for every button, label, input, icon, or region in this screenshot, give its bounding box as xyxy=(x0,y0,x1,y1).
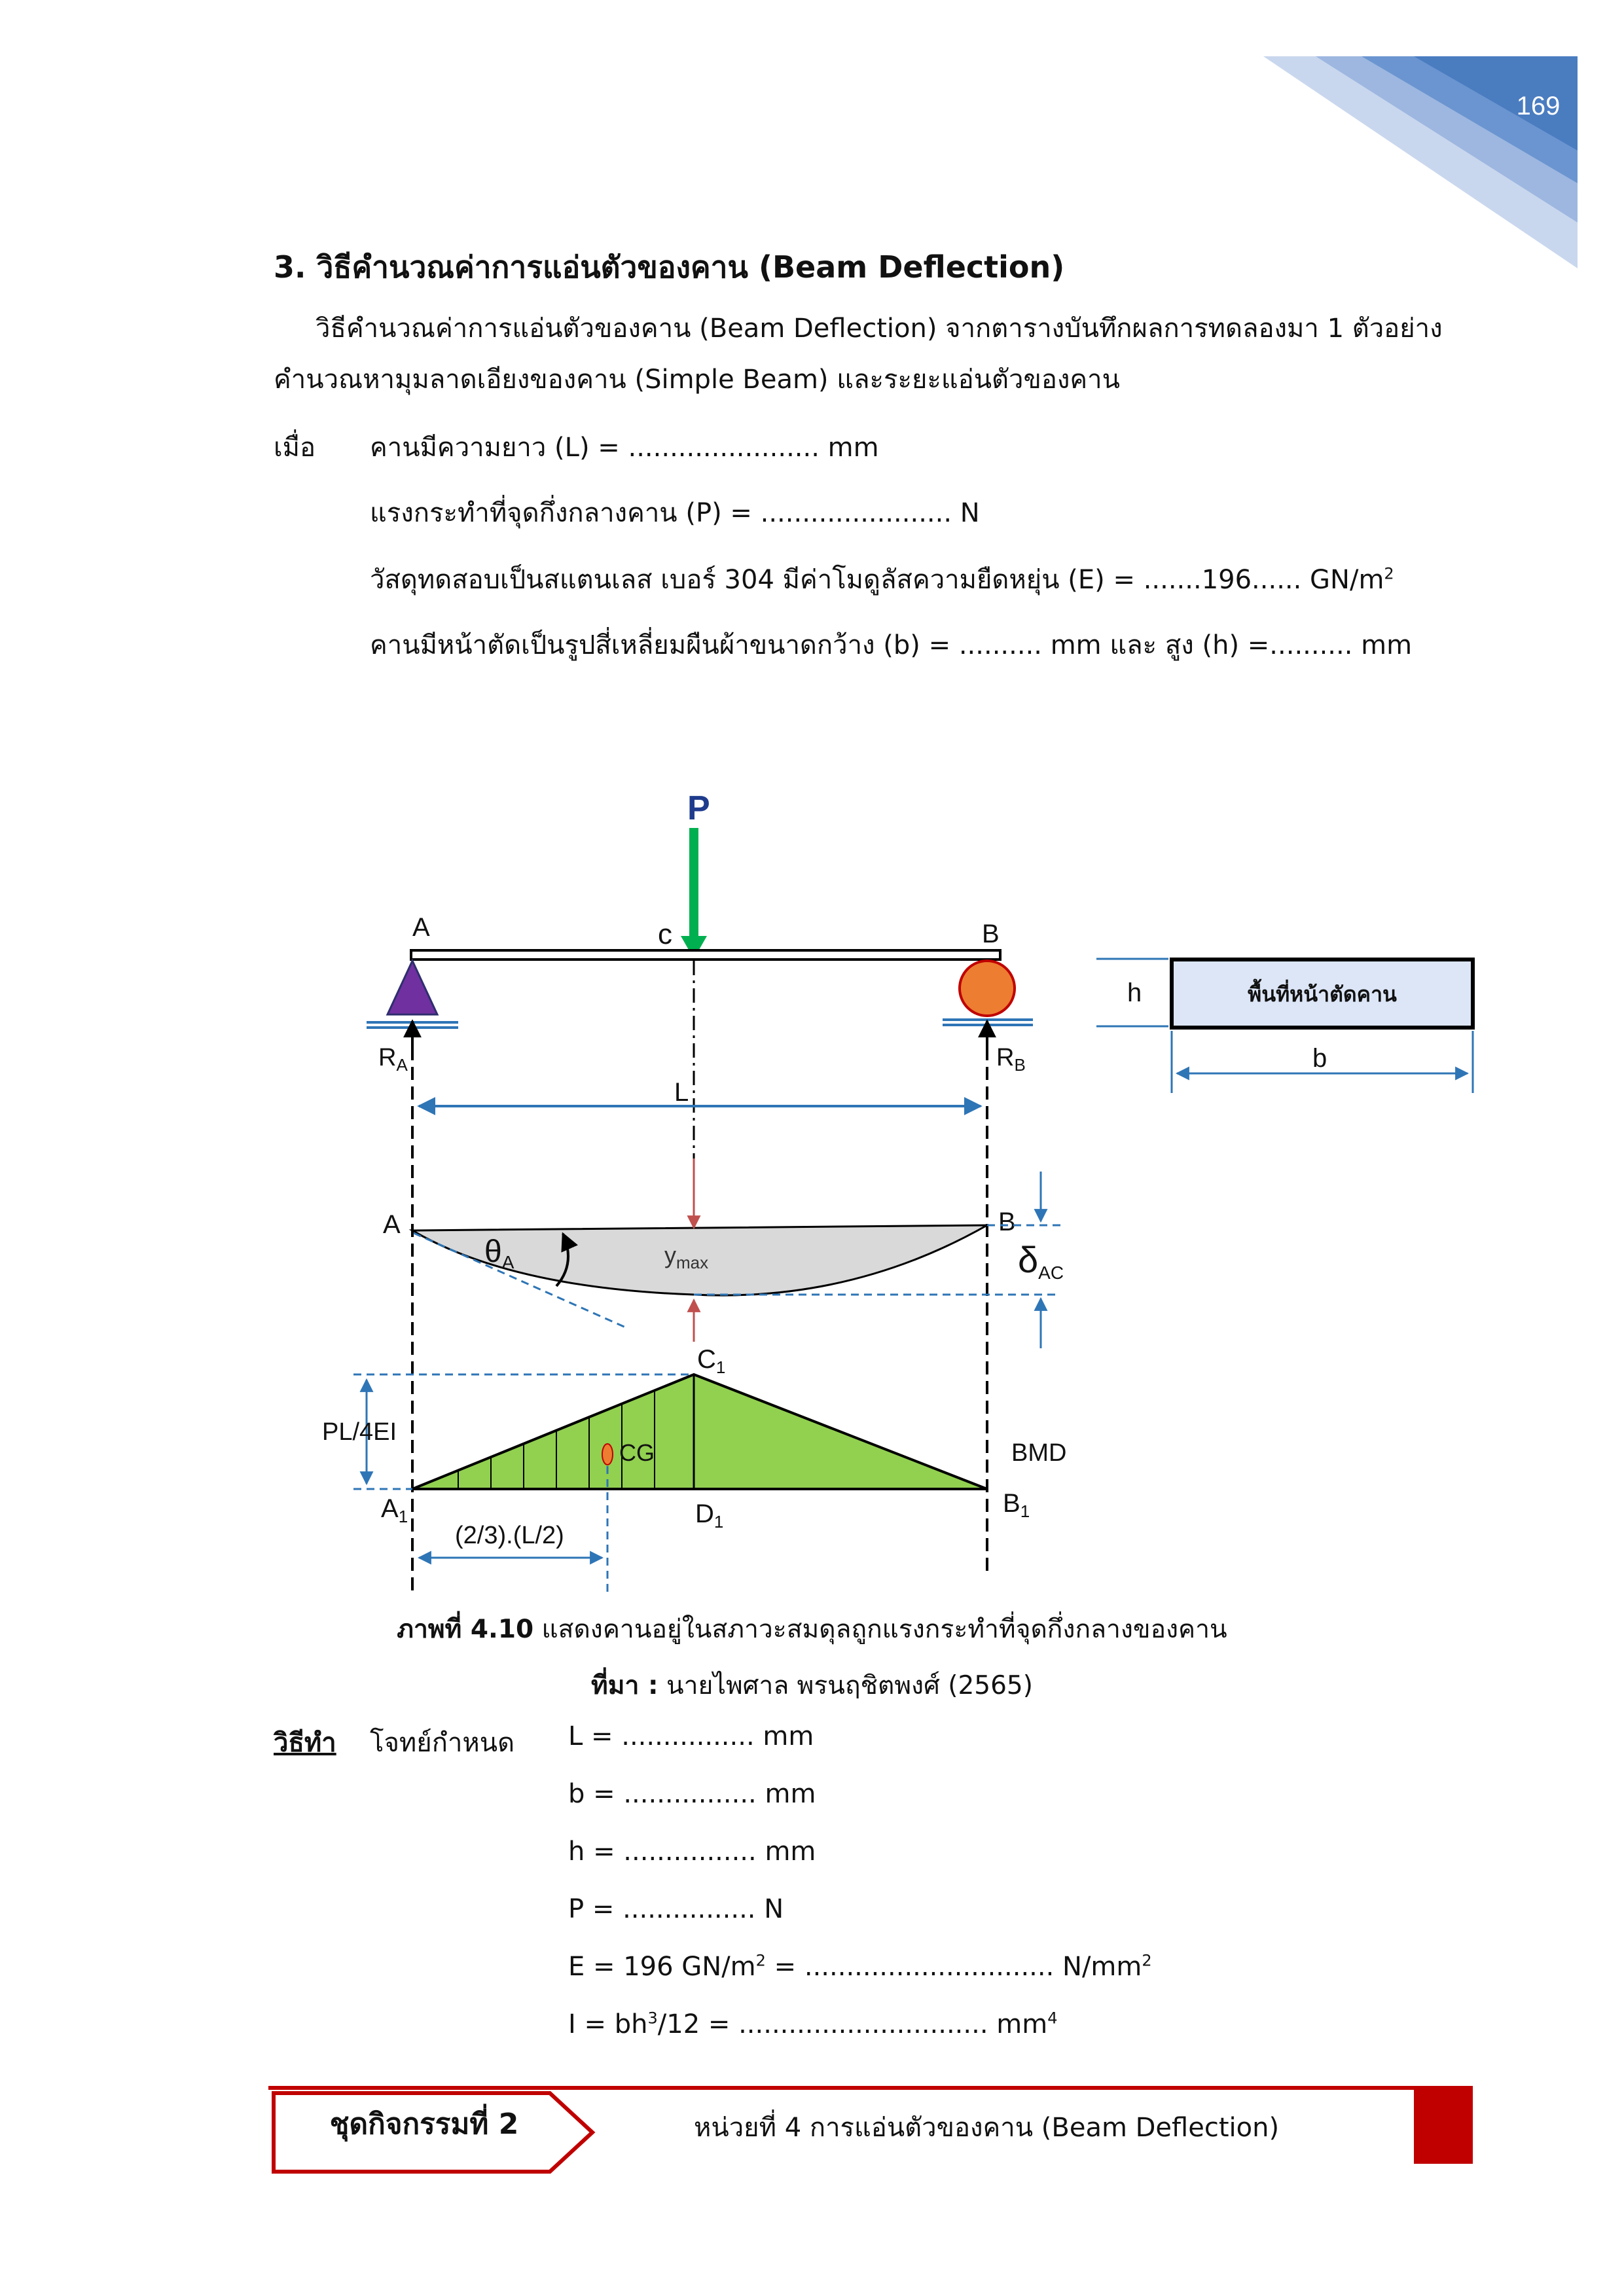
ymax-label: y xyxy=(664,1242,676,1268)
source-label: ที่มา : xyxy=(591,1671,659,1700)
solution-label: วิธีทำ xyxy=(274,1728,336,1758)
beam-diagram xyxy=(0,772,1624,1597)
given-inertia xyxy=(568,2009,1057,2039)
pin-support-a xyxy=(388,961,437,1014)
modulus-row-exp1: 2 xyxy=(755,1951,766,1970)
modulus-row-a: E = 196 GN/m xyxy=(568,1952,756,1982)
given-label: โจทย์กำหนด xyxy=(370,1728,515,1758)
source-text: นายไพศาล พรนฤชิตพงศ์ (2565) xyxy=(658,1671,1033,1700)
moment-label: PL/4EI xyxy=(322,1418,397,1446)
unit-title: หน่วยที่ 4 การแอ่นตัวของคาน (Beam Deflection) xyxy=(694,2113,1280,2143)
inertia-row-exp1: 3 xyxy=(647,2009,658,2028)
inertia-row-b: /12 = .............................. mm xyxy=(657,2009,1048,2039)
section-b-label: b xyxy=(1312,1044,1327,1073)
condition-section: คานมีหน้าตัดเป็นรูปสี่เหลี่ยมผืนผ้าขนาดกว้าง (b) = .......... mm และ สูง (h) =.......... mm xyxy=(370,630,1413,660)
condition-modulus xyxy=(370,564,1394,596)
reaction-a-label: R xyxy=(378,1044,397,1071)
condition-load: แรงกระทำที่จุดกึ่งกลางคาน (P) = ....................... N xyxy=(370,498,980,528)
given-load: P = ................ N xyxy=(568,1894,784,1924)
b1-sub: 1 xyxy=(1020,1501,1030,1521)
activity-label: ชุดกิจกรรมที่ 2 xyxy=(329,2108,519,2141)
given-height: h = ................ mm xyxy=(568,1837,816,1867)
given-width: b = ................ mm xyxy=(568,1779,816,1809)
intro-line-1: วิธีคำนวณค่าการแอ่นตัวของคาน (Beam Deflection) จากตารางบันทึกผลการทดลองมา 1 ตัวอย่าง xyxy=(316,314,1443,344)
intro-line-2: คำนวณหามุมลาดเอียงของคาน (Simple Beam) และระยะแอ่นตัวของคาน xyxy=(274,365,1120,395)
b1-label: B xyxy=(1003,1489,1020,1518)
svg-text:RA xyxy=(378,1044,408,1075)
section-heading: 3. วิธีคำนวณค่าการแอ่นตัวของคาน (Beam Deflection) xyxy=(274,249,1065,285)
modulus-row-exp2: 2 xyxy=(1142,1951,1152,1970)
bmd-label: BMD xyxy=(1011,1439,1067,1467)
reaction-a-sub: A xyxy=(396,1055,408,1075)
beam xyxy=(411,950,1000,960)
section-h-label: h xyxy=(1127,978,1142,1007)
modulus-exponent: 2 xyxy=(1384,564,1394,583)
cg-marker xyxy=(602,1444,613,1465)
svg-text:B1 xyxy=(1003,1489,1030,1521)
a1-label: A xyxy=(381,1494,399,1523)
svg-text:A1 xyxy=(381,1494,408,1526)
section-box-label: พื้นที่หน้าตัดคาน xyxy=(1248,982,1397,1006)
a1-sub: 1 xyxy=(398,1507,408,1526)
given-length: L = ................ mm xyxy=(568,1721,814,1751)
condition-length: คานมีความยาว (L) = ....................... mm xyxy=(370,433,879,463)
given-modulus xyxy=(568,1952,1152,1982)
when-label: เมื่อ xyxy=(274,433,316,463)
point-a-label: A xyxy=(412,913,430,942)
figure-caption xyxy=(0,1609,1624,1649)
corner-decoration xyxy=(1263,52,1578,275)
svg-text:RB xyxy=(996,1044,1026,1075)
cg-label: CG xyxy=(619,1439,655,1466)
page-number: 169 xyxy=(1516,92,1561,120)
inertia-row-exp2: 4 xyxy=(1047,2009,1058,2028)
d1-label: D xyxy=(695,1499,714,1528)
delta-sub: AC xyxy=(1038,1263,1064,1283)
deflected-b-label: B xyxy=(998,1208,1016,1236)
svg-text:C1 xyxy=(697,1345,725,1377)
modulus-row-b: = .............................. N/mm xyxy=(765,1952,1142,1982)
modulus-text: วัสดุทดสอบเป็นสแตนเลส เบอร์ 304 มีค่าโมดูลัสความยืดหยุ่น (E) = .......196...... GN/m xyxy=(370,565,1384,595)
roller-support-b xyxy=(960,961,1015,1016)
deflected-a-label: A xyxy=(383,1210,401,1239)
svg-text:δAC xyxy=(1018,1239,1064,1283)
figure-source xyxy=(0,1665,1624,1706)
centroid-label: (2/3).(L/2) xyxy=(455,1522,564,1549)
reaction-b-sub: B xyxy=(1014,1055,1026,1075)
theta-sub: A xyxy=(501,1252,514,1272)
point-c-label: c xyxy=(658,918,672,950)
span-label: L xyxy=(674,1078,689,1107)
d1-sub: 1 xyxy=(713,1512,724,1532)
reaction-b-label: R xyxy=(996,1044,1015,1071)
c1-label: C xyxy=(697,1345,716,1374)
c1-sub: 1 xyxy=(715,1357,726,1377)
svg-text:D1 xyxy=(695,1499,723,1532)
load-label: P xyxy=(687,789,710,827)
bmd-triangle xyxy=(412,1374,987,1489)
delta-label: δ xyxy=(1018,1239,1039,1280)
point-b-label: B xyxy=(982,920,1000,948)
inertia-row-a: I = bh xyxy=(568,2009,648,2039)
figure-text: แสดงคานอยู่ในสภาวะสมดุลถูกแรงกระทำที่จุดกึ่งกลางของคาน xyxy=(533,1615,1227,1644)
ymax-sub: max xyxy=(676,1253,709,1272)
figure-number: ภาพที่ 4.10 xyxy=(397,1615,534,1644)
theta-label: θ xyxy=(484,1234,502,1269)
